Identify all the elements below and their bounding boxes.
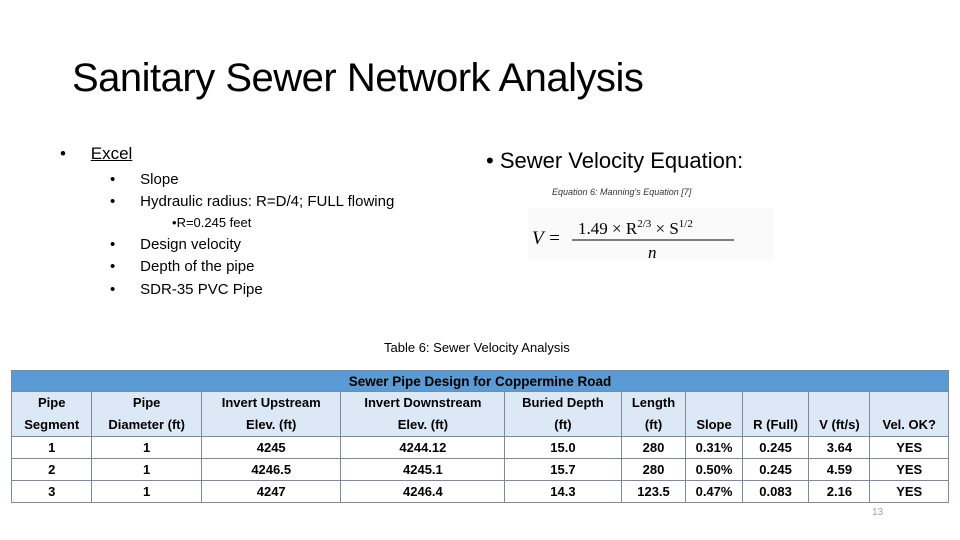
equation-denominator: n [648, 243, 657, 260]
column-header-line: Invert Upstream [221, 395, 321, 410]
column-header-line: Length [631, 395, 676, 410]
equation-heading [486, 148, 743, 174]
bullet-icon: • [110, 258, 116, 275]
slide-title: Sanitary Sewer Network Analysis [72, 56, 644, 100]
column-header-line: R (Full) [753, 417, 798, 432]
table-row [12, 437, 949, 459]
column-header-line: Buried Depth [522, 395, 604, 410]
list-item [110, 236, 241, 253]
table-cell: YES [870, 437, 949, 459]
equation-caption: Equation 6: Manning's Equation [7] [552, 187, 692, 197]
nested-item-radius: R=0.245 feet [176, 215, 252, 230]
equation-lhs: V = [532, 228, 561, 249]
table-cell: 4244.12 [341, 437, 505, 459]
table-cell: 3.64 [809, 437, 870, 459]
table-cell: 2 [12, 459, 92, 481]
sub-item-hydraulic-radius: Hydraulic radius: R=D/4; FULL flowing [140, 193, 395, 210]
column-header-line: V (ft/s) [819, 417, 860, 432]
column-header-line: (ft) [554, 417, 572, 432]
column-header [201, 392, 341, 437]
table-cell: 0.245 [742, 437, 809, 459]
table-body [12, 437, 949, 503]
column-header-line: (ft) [644, 417, 663, 432]
bullet-icon: • [110, 281, 116, 298]
sub-item-slope: Slope [140, 171, 179, 188]
table-cell: 0.50% [686, 459, 742, 481]
table-cell: 4247 [201, 481, 341, 503]
equation-numerator: $1.49 \times R^{2/3} \times S^{1/2}$ [578, 218, 693, 238]
table-cell: 4246.5 [201, 459, 341, 481]
table-cell: 123.5 [621, 481, 686, 503]
column-header [92, 392, 202, 437]
column-header [686, 392, 742, 437]
table-cell: 0.47% [686, 481, 742, 503]
list-item [172, 215, 251, 230]
table-cell: 1 [12, 437, 92, 459]
column-header [742, 392, 809, 437]
column-header-line: Diameter (ft) [108, 417, 185, 432]
list-item [110, 171, 179, 188]
sub-item-pipe-depth: Depth of the pipe [140, 258, 255, 275]
excel-link[interactable]: Excel [90, 144, 133, 163]
column-header [505, 392, 621, 437]
table-cell: 0.245 [742, 459, 809, 481]
bullet-icon: • [110, 171, 116, 188]
list-item [110, 281, 263, 298]
equation-heading-text: Sewer Velocity Equation: [499, 148, 744, 173]
column-header-line [745, 392, 807, 414]
table-cell: YES [870, 459, 949, 481]
table-cell: 14.3 [505, 481, 621, 503]
table-cell: 280 [621, 459, 686, 481]
table-cell: 2.16 [809, 481, 870, 503]
column-header-line: Pipe [132, 395, 161, 410]
column-header-line [811, 392, 867, 414]
list-item [60, 144, 132, 164]
list-item [110, 193, 394, 210]
table-header-row [12, 392, 949, 437]
equation-graphic [528, 208, 774, 260]
table-cell: 0.31% [686, 437, 742, 459]
column-header [870, 392, 949, 437]
page-number: 13 [872, 507, 884, 518]
column-header-line: Invert Downstream [364, 395, 482, 410]
table-row [12, 481, 949, 503]
table-cell: 1 [92, 437, 202, 459]
column-header [809, 392, 870, 437]
bullet-icon: • [486, 148, 494, 173]
table-banner: Sewer Pipe Design for Coppermine Road [12, 371, 949, 392]
table-cell: 15.7 [505, 459, 621, 481]
table-row [12, 459, 949, 481]
table-cell: 1 [92, 459, 202, 481]
table-cell: 3 [12, 481, 92, 503]
list-item [110, 258, 254, 275]
bullet-icon: • [110, 193, 116, 210]
column-header-line [872, 392, 946, 414]
table-cell: 4.59 [809, 459, 870, 481]
table-cell: 4245 [201, 437, 341, 459]
column-header-line: Elev. (ft) [397, 417, 449, 432]
sewer-velocity-table [11, 370, 949, 503]
table-cell: 0.083 [742, 481, 809, 503]
table-banner-row [12, 371, 949, 392]
table-cell: YES [870, 481, 949, 503]
column-header [621, 392, 686, 437]
table-cell: 15.0 [505, 437, 621, 459]
table-caption: Table 6: Sewer Velocity Analysis [384, 340, 570, 355]
column-header [341, 392, 505, 437]
sub-item-pvc-pipe: SDR-35 PVC Pipe [140, 281, 263, 298]
table-cell: 1 [92, 481, 202, 503]
column-header-line: Pipe [37, 395, 66, 410]
sub-item-design-velocity: Design velocity [140, 236, 242, 253]
bullet-icon: • [172, 215, 177, 230]
table-cell: 4246.4 [341, 481, 505, 503]
mannings-equation [528, 208, 774, 260]
column-header-line: Vel. OK? [882, 417, 936, 432]
column-header-line [688, 392, 739, 414]
table-cell: 280 [621, 437, 686, 459]
column-header-line: Elev. (ft) [246, 417, 297, 432]
table-cell: 4245.1 [341, 459, 505, 481]
bullet-icon: • [110, 236, 116, 253]
column-header-line: Slope [696, 417, 732, 432]
bullet-icon: • [60, 144, 66, 163]
column-header [12, 392, 92, 437]
column-header-line: Segment [24, 417, 80, 432]
